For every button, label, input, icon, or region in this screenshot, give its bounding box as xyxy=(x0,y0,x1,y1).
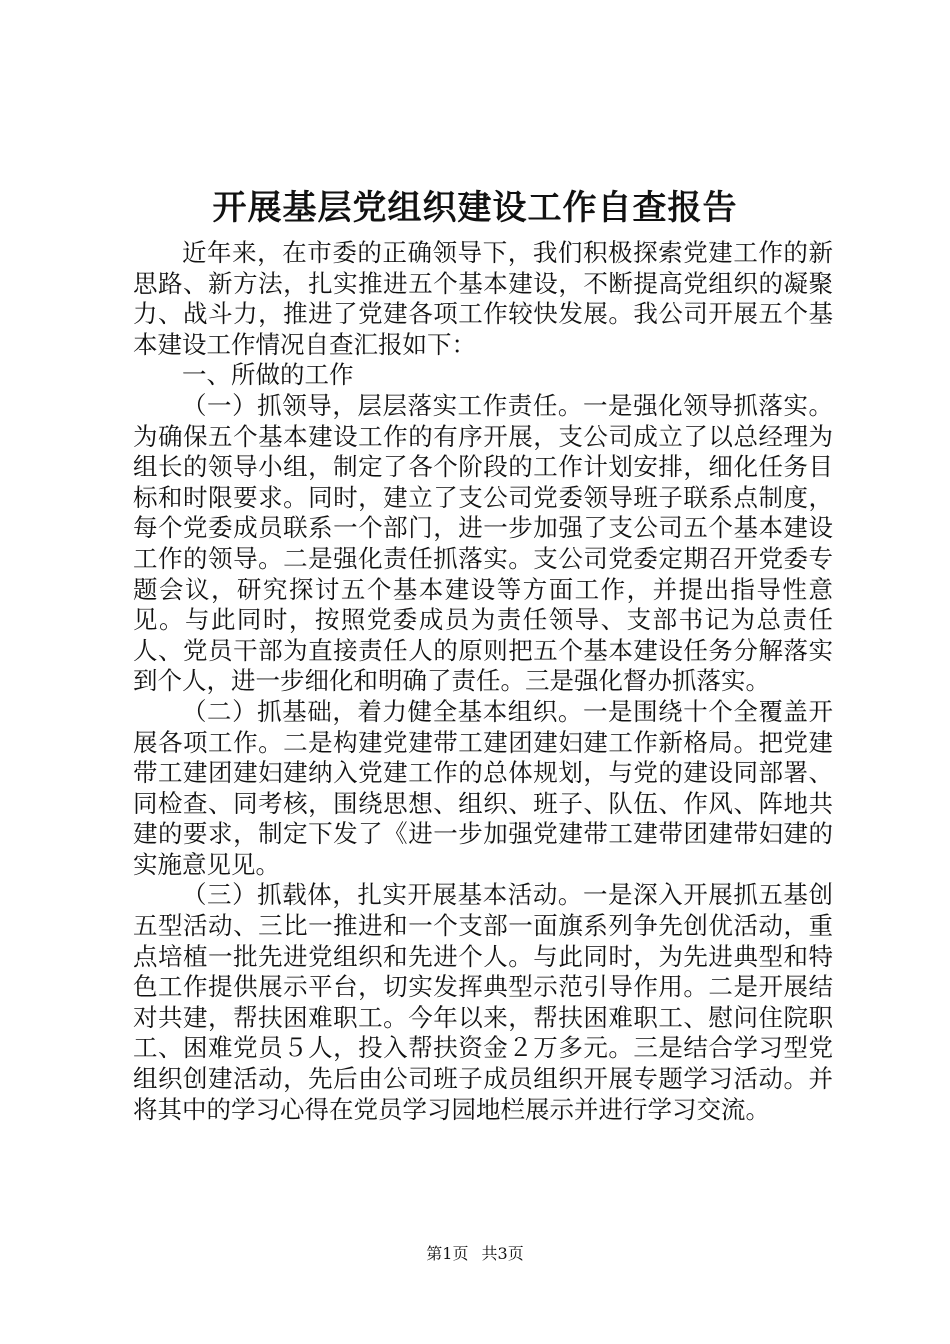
paragraph-intro: 近年来，在市委的正确领导下，我们积极探索党建工作的新思路、新方法，扎实推进五个基本建设，不断提高党组织的凝聚力、战斗力，推进了党建各项工作较快发展。我公司开展五个基本建设工作情况自查汇报如下： xyxy=(133,238,833,359)
document-body xyxy=(133,238,833,1125)
paragraph-item-1: （一）抓领导，层层落实工作责任。一是强化领导抓落实。为确保五个基本建设工作的有序开展，支公司成立了以总经理为组长的领导小组，制定了各个阶段的工作计划安排，细化任务目标和时限要求。同时，建立了支公司党委领导班子联系点制度，每个党委成员联系一个部门，进一步加强了支公司五个基本建设工作的领导。二是强化责任抓落实。支公司党委定期召开党委专题会议，研究探讨五个基本建设等方面工作，并提出指导性意见。与此同时，按照党委成员为责任领导、支部书记为总责任人、党员干部为直接责任人的原则把五个基本建设任务分解落实到个人，进一步细化和明确了责任。三是强化督办抓落实。 xyxy=(133,390,833,696)
page-number: 第1页 xyxy=(426,1244,469,1263)
page-footer xyxy=(0,1244,950,1264)
paragraph-item-3: （三）抓载体，扎实开展基本活动。一是深入开展抓五基创五型活动、三比一推进和一个支部一面旗系列争先创优活动，重点培植一批先进党组织和先进个人。与此同时，为先进典型和特色工作提供展示平台，切实发挥典型示范引导作用。二是开展结对共建，帮扶困难职工。今年以来，帮扶困难职工、慰问住院职工、困难党员５人，投入帮扶资金２万多元。三是结合学习型党组织创建活动，先后由公司班子成员组织开展专题学习活动。并将其中的学习心得在党员学习园地栏展示并进行学习交流。 xyxy=(133,880,833,1124)
section-heading: 一、所做的工作 xyxy=(182,360,354,390)
paragraph-item-2: （二）抓基础，着力健全基本组织。一是围绕十个全覆盖开展各项工作。二是构建党建带工建团建妇建工作新格局。把党建带工建团建妇建纳入党建工作的总体规划，与党的建设同部署、同检查、同考核，围绕思想、组织、班子、队伍、作风、阵地共建的要求，制定下发了《进一步加强党建带工建带团建带妇建的实施意见见。 xyxy=(133,696,833,879)
page-total: 共3页 xyxy=(481,1244,524,1263)
document-title: 开展基层党组织建设工作自查报告 xyxy=(212,188,738,228)
